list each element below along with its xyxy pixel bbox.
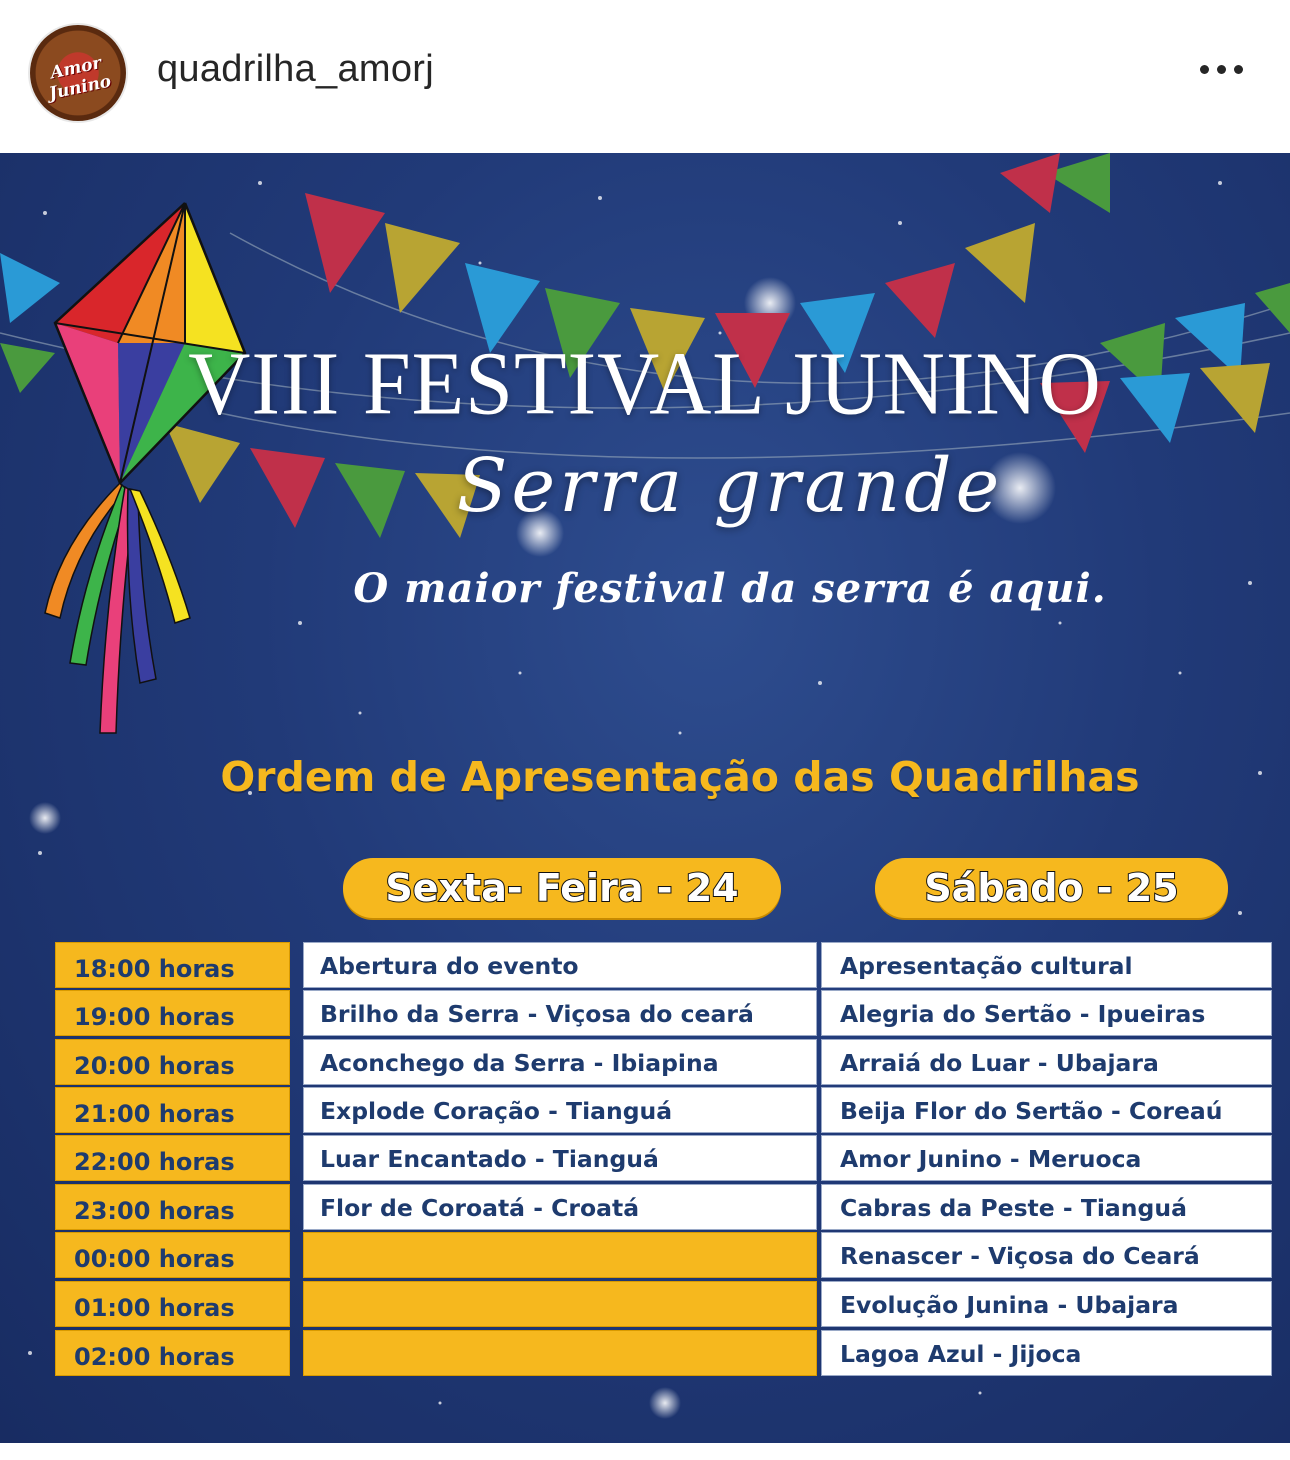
saturday-cell: Renascer - Viçosa do Ceará	[821, 1232, 1272, 1278]
time-cell: 20:00 horas	[55, 1039, 290, 1085]
saturday-cell: Apresentação cultural	[821, 942, 1272, 988]
time-cell: 21:00 horas	[55, 1087, 290, 1133]
friday-cell: Abertura do evento	[303, 942, 817, 988]
time-cell: 01:00 horas	[55, 1281, 290, 1327]
more-options-icon[interactable]	[1192, 48, 1252, 88]
username[interactable]: quadrilha_amorj	[157, 48, 434, 90]
time-cell: 19:00 horas	[55, 990, 290, 1036]
friday-cell: Flor de Coroatá - Croatá	[303, 1184, 817, 1230]
avatar-logo-text: Amor Junino	[47, 53, 113, 105]
saturday-cell: Arraiá do Luar - Ubajara	[821, 1039, 1272, 1085]
saturday-cell: Alegria do Sertão - Ipueiras	[821, 990, 1272, 1036]
friday-cell: Brilho da Serra - Viçosa do ceará	[303, 990, 817, 1036]
saturday-cell: Lagoa Azul - Jijoca	[821, 1330, 1272, 1376]
festival-tagline: O maior festival da serra é aqui.	[353, 565, 1107, 612]
day-saturday-pill: Sábado - 25	[875, 858, 1228, 918]
star-glow	[649, 1387, 681, 1419]
saturday-cell: Evolução Junina - Ubajara	[821, 1281, 1272, 1327]
friday-cell-empty	[303, 1281, 817, 1327]
saturday-cell: Amor Junino - Meruoca	[821, 1135, 1272, 1181]
time-cell: 00:00 horas	[55, 1232, 290, 1278]
festival-title: VIII FESTIVAL JUNINO	[188, 332, 1102, 434]
friday-cell: Aconchego da Serra - Ibiapina	[303, 1039, 817, 1085]
friday-cell: Luar Encantado - Tianguá	[303, 1135, 817, 1181]
friday-cell-empty	[303, 1232, 817, 1278]
post-image	[0, 153, 1290, 1443]
time-cell: 18:00 horas	[55, 942, 290, 988]
star-glow	[29, 802, 61, 834]
festival-subtitle: Serra grande	[456, 443, 1004, 529]
time-cell: 22:00 horas	[55, 1135, 290, 1181]
time-cell: 02:00 horas	[55, 1330, 290, 1376]
schedule-heading: Ordem de Apresentação das Quadrilhas	[220, 753, 1140, 801]
friday-cell: Explode Coração - Tianguá	[303, 1087, 817, 1133]
friday-cell-empty	[303, 1330, 817, 1376]
saturday-cell: Cabras da Peste - Tianguá	[821, 1184, 1272, 1230]
day-friday-pill: Sexta- Feira - 24	[343, 858, 781, 918]
avatar[interactable]	[30, 25, 126, 121]
saturday-cell: Beija Flor do Sertão - Coreaú	[821, 1087, 1272, 1133]
time-cell: 23:00 horas	[55, 1184, 290, 1230]
post-header	[0, 0, 1290, 150]
